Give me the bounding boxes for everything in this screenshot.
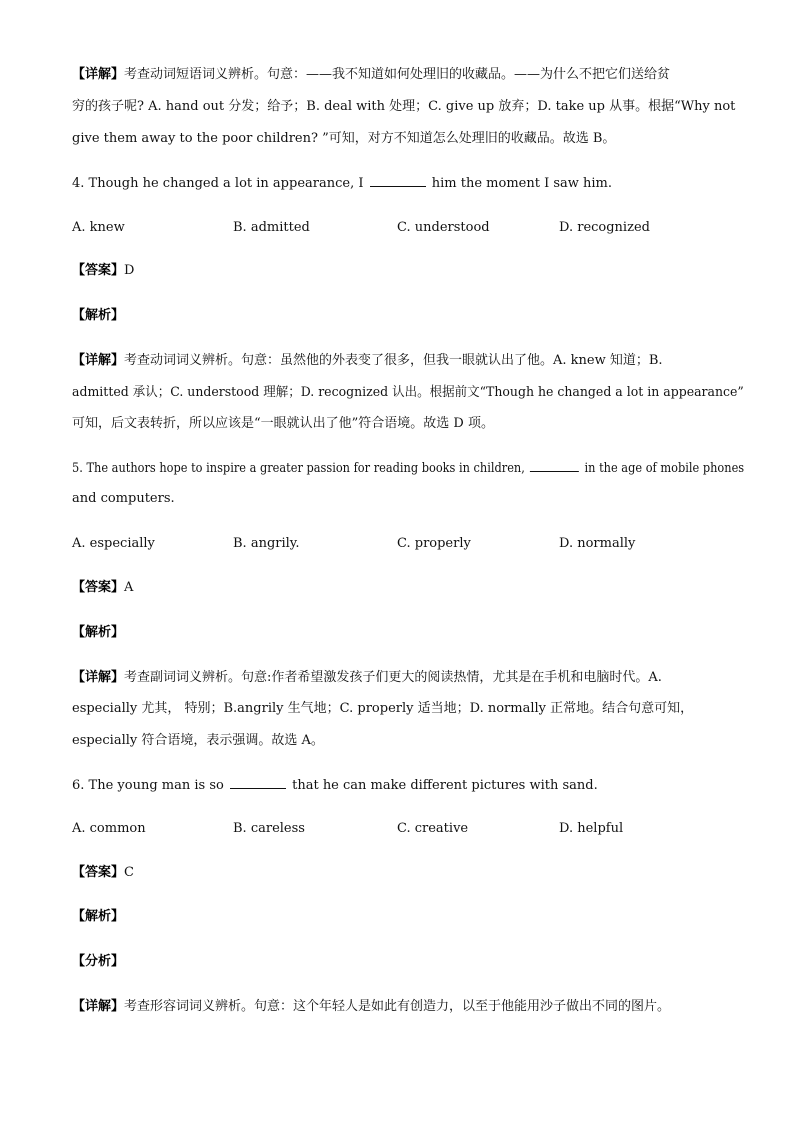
analysis-tag: 【解析】 [72,308,125,323]
answer-tag: 【答案】 [72,865,125,880]
analysis-line [72,625,124,641]
option-c: C. creative [397,821,469,836]
stem-text: in the age of mobile phones [584,461,745,476]
answer-line [72,263,134,279]
answer-value: A [124,580,134,595]
answer-blank [370,175,426,187]
option-a: A. especially [72,536,155,551]
option-d: D. recognized [559,220,650,235]
detail-line [72,670,662,686]
detail-line [72,67,670,83]
stem-text: 4. Though he changed a lot in appearance, I [72,176,364,191]
stem-text: 5. The authors hope to inspire a greater passion for reading books in children, [72,461,525,476]
answer-value: D [124,263,135,278]
question-5-stem [72,460,744,477]
answer-value: C [124,865,134,880]
analysis-tag: 【解析】 [72,625,125,640]
option-c: C. properly [397,536,471,551]
detail-text: 考查副词词义辨析。句意:作者希望激发孩子们更大的阅读热情，尤其是在手机和电脑时代。A. [124,670,662,685]
question-5-stem-cont: and computers. [72,491,175,506]
detail-text: 考查形容词词义辨析。句意：这个年轻人是如此有创造力，以至于他能用沙子做出不同的图片。 [124,999,671,1014]
option-c: C. understood [397,220,490,235]
option-b: B. careless [233,821,305,836]
stem-text: that he can make different pictures with sand. [292,778,598,793]
option-b: B. angrily. [233,536,300,551]
detail-tag: 【详解】 [72,999,125,1014]
analysis-line [72,308,124,324]
detail-line: 可知，后文表转折，所以应该是“一眼就认出了他”符合语境。故选 D 项。 [72,416,494,431]
answer-line [72,580,133,596]
option-d: D. normally [559,536,636,551]
detail-line [72,353,663,369]
question-6-stem [72,777,598,794]
answer-line [72,865,134,881]
detail-text: 考查动词短语词义辨析。句意：——我不知道如何处理旧的收藏品。——为什么不把它们送给贫 [124,67,671,82]
detail-line: 穷的孩子呢? A. hand out 分发；给予；B. deal with 处理；C. give up 放弃；D. take up 从事。根据“Why not [72,99,736,114]
detail-line [72,999,670,1015]
stem-text: him the moment I saw him. [431,176,613,191]
question-4-stem [72,175,612,192]
detail-text: 考查动词词义辨析。句意：虽然他的外表变了很多，但我一眼就认出了他。A. knew 知道；B. [124,353,663,368]
answer-tag: 【答案】 [72,580,125,595]
answer-blank [230,777,286,789]
stem-text: 6. The young man is so [72,778,224,793]
detail-tag: 【详解】 [72,67,125,82]
detail-line: especially 尤其， 特别；B.angrily 生气地；C. properly 适当地；D. normally 正常地。结合句意可知， [72,701,694,716]
analysis-line [72,909,124,925]
option-d: D. helpful [559,821,624,836]
detail-line: admitted 承认；C. understood 理解；D. recognized 认出。根据前文“Though he changed a lot in appearance” [72,385,744,400]
detail-tag: 【详解】 [72,670,125,685]
analysis-tag: 【解析】 [72,909,125,924]
fenxi-line [72,954,124,970]
option-a: A. common [72,821,146,836]
fenxi-tag: 【分析】 [72,954,125,969]
option-a: A. knew [72,220,125,235]
detail-line: especially 符合语境，表示强调。故选 A。 [72,733,324,748]
detail-line: give them away to the poor children? ”可知，对方不知道怎么处理旧的收藏品。故选 B。 [72,131,616,146]
answer-blank [530,460,579,472]
detail-tag: 【详解】 [72,353,125,368]
option-b: B. admitted [233,220,310,235]
answer-tag: 【答案】 [72,263,125,278]
